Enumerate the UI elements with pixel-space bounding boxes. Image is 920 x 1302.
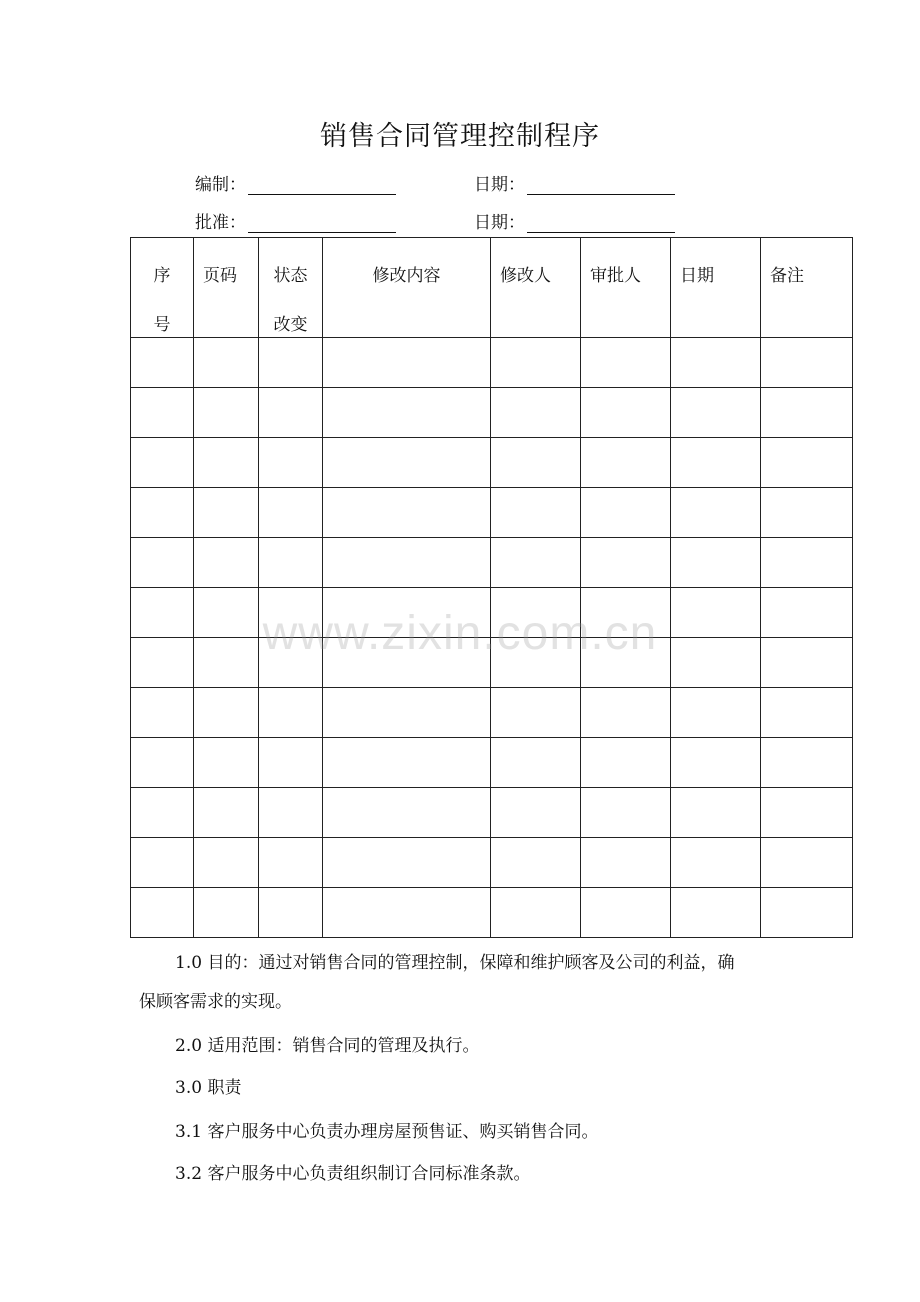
table-cell (131, 888, 194, 938)
header-status (259, 238, 323, 338)
table-cell (194, 788, 259, 838)
date-field-1 (474, 170, 675, 195)
table-cell (581, 788, 671, 838)
header-approver (581, 238, 671, 338)
table-header-row (131, 238, 853, 338)
table-cell (761, 388, 853, 438)
table-row (131, 838, 853, 888)
table-cell (323, 688, 491, 738)
date-blank-line-1 (527, 174, 675, 195)
table-row (131, 888, 853, 938)
table-cell (581, 388, 671, 438)
table-cell (671, 388, 761, 438)
header-status-line1: 状态 (273, 266, 308, 286)
purpose-line-2: 保顾客需求的实现。 (139, 992, 292, 1012)
header-content-label: 修改内容 (372, 266, 441, 286)
table-cell (194, 338, 259, 388)
table-cell (581, 338, 671, 388)
compiled-field (195, 170, 396, 195)
header-remark-label: 备注 (770, 266, 804, 286)
table-row (131, 338, 853, 388)
compiled-label: 编制： (195, 175, 246, 195)
table-cell (323, 538, 491, 588)
table-cell (131, 388, 194, 438)
table-cell (581, 838, 671, 888)
table-row (131, 688, 853, 738)
header-modifier (491, 238, 581, 338)
table-cell (761, 688, 853, 738)
table-cell (131, 438, 194, 488)
table-cell (581, 488, 671, 538)
table-cell (259, 488, 323, 538)
signature-row-approved (0, 208, 920, 234)
table-cell (491, 688, 581, 738)
responsibility-heading: 3.0 职责 (175, 1078, 242, 1098)
table-cell (491, 388, 581, 438)
document-title: 销售合同管理控制程序 (320, 121, 600, 152)
header-seq-line2: 号 (153, 315, 171, 335)
table-cell (671, 738, 761, 788)
table-cell (131, 688, 194, 738)
header-status-line2: 改变 (273, 315, 308, 335)
table-row (131, 538, 853, 588)
table-cell (491, 838, 581, 888)
approved-field (195, 208, 396, 233)
table-cell (259, 688, 323, 738)
header-page-label: 页码 (203, 266, 237, 286)
table-cell (491, 538, 581, 588)
table-cell (259, 738, 323, 788)
table-cell (671, 338, 761, 388)
table-cell (194, 388, 259, 438)
responsibility-3-2: 3.2 客户服务中心负责组织制订合同标准条款。 (175, 1164, 531, 1184)
table-cell (131, 488, 194, 538)
table-cell (131, 338, 194, 388)
header-date-label: 日期 (680, 266, 714, 286)
table-cell (761, 888, 853, 938)
table-cell (323, 738, 491, 788)
table-cell (194, 538, 259, 588)
table-cell (323, 788, 491, 838)
table-cell (581, 438, 671, 488)
table-cell (259, 838, 323, 888)
table-cell (131, 538, 194, 588)
header-seq-line1: 序 (153, 266, 171, 286)
table-cell (131, 738, 194, 788)
table-cell (761, 788, 853, 838)
table-cell (581, 738, 671, 788)
table-cell (323, 338, 491, 388)
table-cell (581, 888, 671, 938)
table-cell (259, 788, 323, 838)
table-cell (323, 838, 491, 888)
table-cell (194, 738, 259, 788)
table-cell (581, 538, 671, 588)
table-cell (491, 738, 581, 788)
table-cell (761, 438, 853, 488)
table-cell (761, 838, 853, 888)
table-cell (131, 788, 194, 838)
table-cell (491, 488, 581, 538)
header-date (671, 238, 761, 338)
table-cell (259, 438, 323, 488)
table-cell (761, 338, 853, 388)
compiled-blank-line (248, 174, 396, 195)
table-cell (671, 438, 761, 488)
table-cell (259, 538, 323, 588)
table-cell (491, 788, 581, 838)
table-cell (194, 488, 259, 538)
table-cell (194, 438, 259, 488)
table-cell (194, 688, 259, 738)
header-page (194, 238, 259, 338)
table-row (131, 388, 853, 438)
table-cell (581, 688, 671, 738)
header-modifier-label: 修改人 (500, 266, 551, 286)
table-cell (761, 488, 853, 538)
table-cell (671, 888, 761, 938)
date-label-1: 日期： (474, 175, 525, 195)
revision-table (130, 237, 853, 938)
purpose-line-1: 1.0 目的：通过对销售合同的管理控制，保障和维护顾客及公司的利益，确 (175, 953, 735, 973)
date-label-2: 日期： (474, 213, 525, 233)
table-cell (194, 888, 259, 938)
header-seq (131, 238, 194, 338)
table-cell (323, 888, 491, 938)
table-cell (671, 688, 761, 738)
table-row (131, 738, 853, 788)
scope-paragraph: 2.0 适用范围：销售合同的管理及执行。 (175, 1036, 480, 1056)
header-remark (761, 238, 853, 338)
responsibility-3-1: 3.1 客户服务中心负责办理房屋预售证、购买销售合同。 (175, 1122, 599, 1142)
header-approver-label: 审批人 (590, 266, 641, 286)
table-row (131, 438, 853, 488)
table-cell (671, 538, 761, 588)
table-cell (671, 788, 761, 838)
table-cell (491, 438, 581, 488)
table-cell (259, 888, 323, 938)
table-cell (259, 338, 323, 388)
table-row (131, 788, 853, 838)
header-content (323, 238, 491, 338)
approved-blank-line (248, 212, 396, 233)
table-cell (323, 438, 491, 488)
table-cell (491, 888, 581, 938)
approved-label: 批准： (195, 213, 246, 233)
watermark: www.zixin.com.cn (262, 607, 658, 660)
date-field-2 (474, 208, 675, 233)
table-cell (323, 488, 491, 538)
table-cell (194, 838, 259, 888)
table-cell (671, 838, 761, 888)
date-blank-line-2 (527, 212, 675, 233)
table-cell (761, 538, 853, 588)
signature-row-compiled (0, 170, 920, 196)
table-cell (491, 338, 581, 388)
table-cell (671, 488, 761, 538)
table-row (131, 488, 853, 538)
table-cell (761, 738, 853, 788)
table-cell (259, 388, 323, 438)
table-cell (131, 838, 194, 888)
table-cell (323, 388, 491, 438)
